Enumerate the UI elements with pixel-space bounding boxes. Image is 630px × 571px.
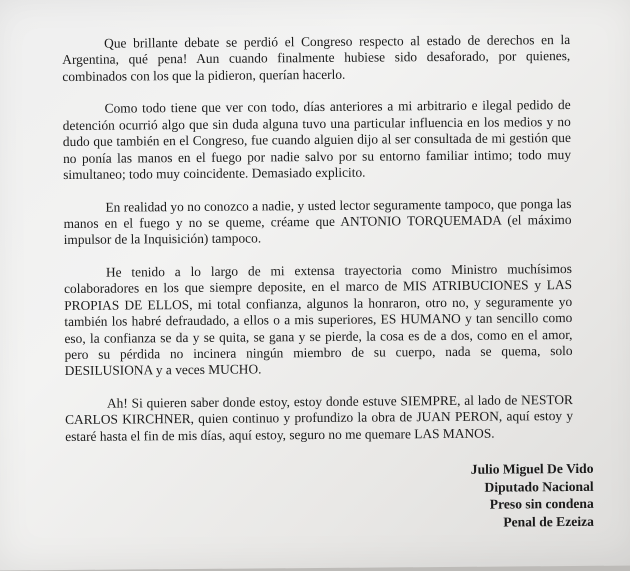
- paragraph-2: Como todo tiene que ver con todo, días anteriores a mi arbitrario e ilegal pedido de detención ocurrió algo que sin duda alguna tuvo una particular influencia en los medios y no dudo que también en el Congreso, fue cuando alguien dijo al ser consultada de mi gestión que no ponía las manos en el fuego por nadie salvo por su entorno familiar intimo; todo muy simultaneo; todo muy coincidente. Demasiado explicito.: [62, 97, 572, 183]
- paragraph-4: He tenido a lo largo de mi extensa trayectoria como Ministro muchísimos colaboradores en los que siempre deposite, en el marco de MIS ATRIBUCIONES y LAS PROPIAS DE ELLOS, mi total confianza, algunos la honraron, otro no, y seguramente yo también los habré defraudado, a ellos o a mis superiores, ES HUMANO y tan sencillo como eso, la confianza se da y se quita, se gana y se pierde, la cosa es de a dos, como en el amor, pero su pérdida no incinera ningún miembro de su cuerpo, nada se quema, solo DESILUSIONA y a veces MUCHO.: [63, 261, 573, 379]
- signature-title: Diputado Nacional: [484, 478, 594, 495]
- paragraph-1: Que brillante debate se perdió el Congreso respecto al estado de derechos en la Argentina, qué pena! Aun cuando finalmente hubiese sido desaforado, por quienes, combinados con los que la pidieron, querían hacerlo.: [62, 32, 571, 84]
- letter-body: [62, 32, 573, 445]
- paragraph-5: Ah! Si quieren saber donde estoy, estoy donde estuve SIEMPRE, al lado de NESTOR CARLOS KIRCHNER, quien continuo y profundizo la obra de JUAN PERON, aquí estoy y estaré hasta el fin de mis días, aquí estoy, seguro no me quemare LAS MANOS.: [65, 392, 574, 444]
- signature-block: [453, 460, 594, 531]
- paragraph-3: En realidad yo no conozco a nadie, y usted lector seguramente tampoco, que ponga las manos en el fuego y no se queme, créame que ANTONIO TORQUEMADA (el máximo impulsor de la Inquisición) tampoco.: [63, 195, 572, 248]
- signature-status: Preso sin condena: [489, 496, 594, 512]
- signature-name: Julio Miguel De Vido: [470, 460, 594, 477]
- signature-location: Penal de Ezeiza: [503, 513, 594, 530]
